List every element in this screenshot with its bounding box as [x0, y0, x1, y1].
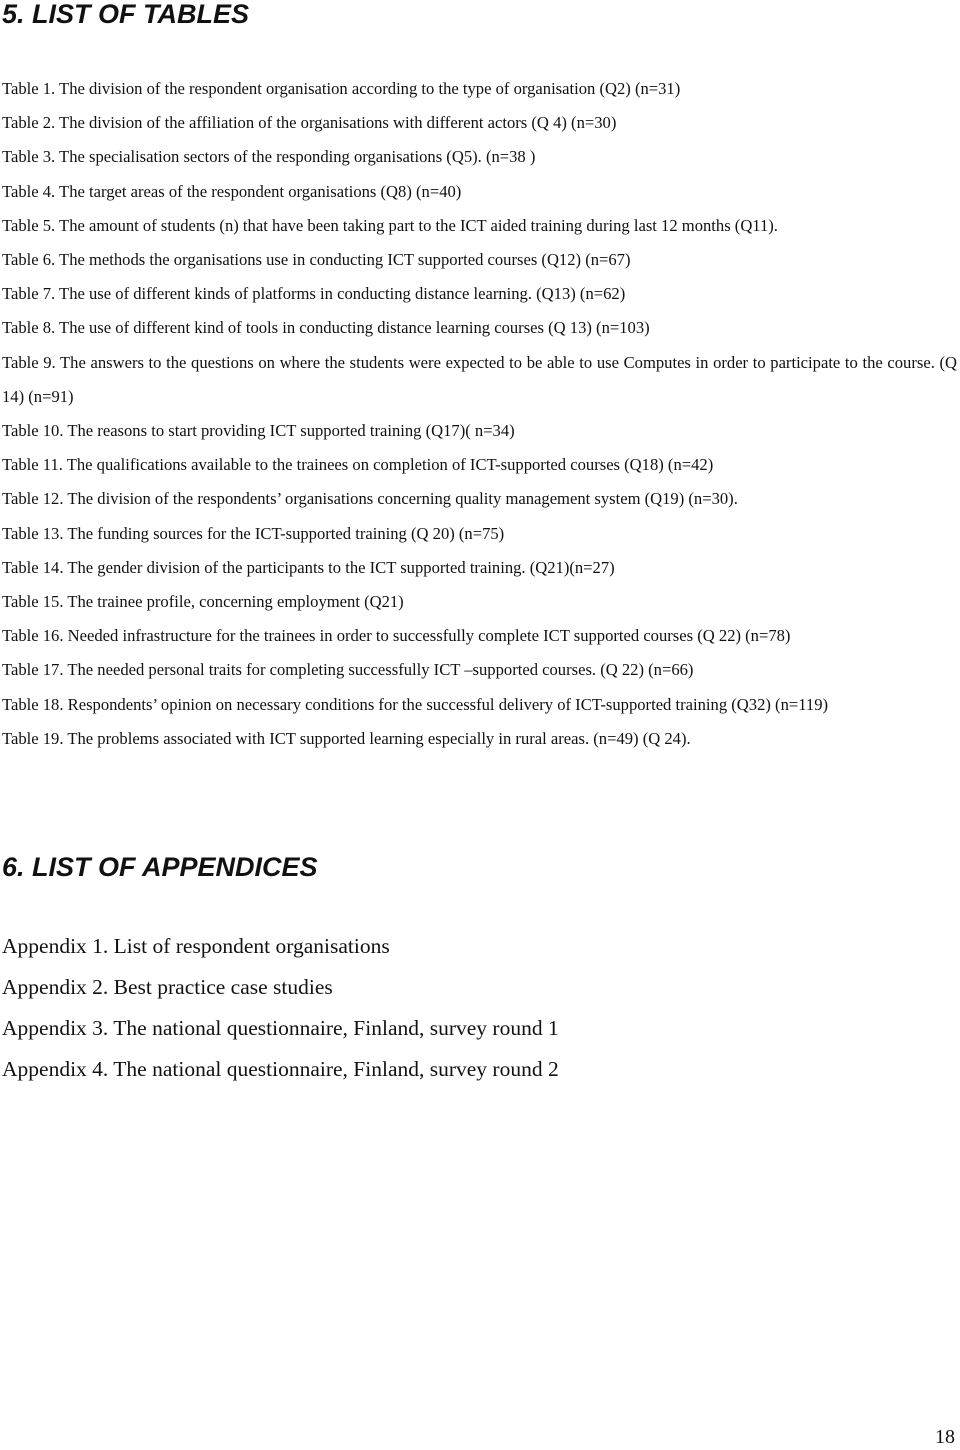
appendix-entry-4: Appendix 4. The national questionnaire, Finland, survey round 2 [2, 1057, 559, 1081]
list-of-tables-heading: 5. LIST OF TABLES [2, 0, 250, 29]
table-entry-17: Table 17. The needed personal traits for completing successfully ICT –supported courses. (Q 22) (n=66) [2, 660, 694, 680]
table-entry-7: Table 7. The use of different kinds of platforms in conducting distance learning. (Q13) (n=62) [2, 284, 626, 304]
table-entry-15: Table 15. The trainee profile, concerning employment (Q21) [2, 592, 404, 612]
table-entry-10: Table 10. The reasons to start providing ICT supported training (Q17)( n=34) [2, 421, 515, 441]
table-entry-8: Table 8. The use of different kind of tools in conducting distance learning courses (Q 13) (n=103) [2, 318, 650, 338]
table-entry-13: Table 13. The funding sources for the ICT-supported training (Q 20) (n=75) [2, 523, 505, 543]
table-entry-12: Table 12. The division of the respondents’ organisations concerning quality management system (Q19) (n=30). [2, 489, 738, 509]
table-entry-5: Table 5. The amount of students (n) that have been taking part to the ICT aided training during last 12 months (Q11). [2, 215, 778, 235]
appendix-entry-2: Appendix 2. Best practice case studies [2, 975, 333, 999]
table-entry-14: Table 14. The gender division of the participants to the ICT supported training. (Q21)(n=27) [2, 557, 615, 577]
table-entry-2: Table 2. The division of the affiliation of the organisations with different actors (Q 4) (n=30) [2, 113, 617, 133]
table-entry-16: Table 16. Needed infrastructure for the trainees in order to successfully complete ICT supported courses (Q 22) (n=78) [2, 626, 791, 646]
appendix-entry-1: Appendix 1. List of respondent organisations [2, 934, 390, 958]
page-number: 18 [935, 1426, 955, 1448]
table-entry-18: Table 18. Respondents’ opinion on necessary conditions for the successful delivery of ICT-supported training (Q32) (n=119) [2, 694, 829, 714]
table-entry-11: Table 11. The qualifications available to the trainees on completion of ICT-supported courses (Q18) (n=42) [2, 455, 714, 475]
table-entry-6: Table 6. The methods the organisations use in conducting ICT supported courses (Q12) (n=67) [2, 250, 631, 270]
table-entry-4: Table 4. The target areas of the respondent organisations (Q8) (n=40) [2, 181, 462, 201]
table-entry-9: Table 9. The answers to the questions on where the students were expected to be able to use Computes in order to participate to the course. (Q 14) (n=91) [2, 352, 957, 406]
table-entry-1: Table 1. The division of the respondent organisation according to the type of organisation (Q2) (n=31) [2, 79, 681, 98]
appendix-entry-3: Appendix 3. The national questionnaire, Finland, survey round 1 [2, 1016, 559, 1040]
table-entry-3: Table 3. The specialisation sectors of the responding organisations (Q5). (n=38 ) [2, 147, 536, 167]
table-entry-19: Table 19. The problems associated with ICT supported learning especially in rural areas. (n=49) (Q 24). [2, 728, 691, 748]
list-of-appendices-heading: 6. LIST OF APPENDICES [2, 852, 318, 882]
list-of-tables [2, 72, 957, 756]
list-of-appendices [2, 926, 957, 1090]
